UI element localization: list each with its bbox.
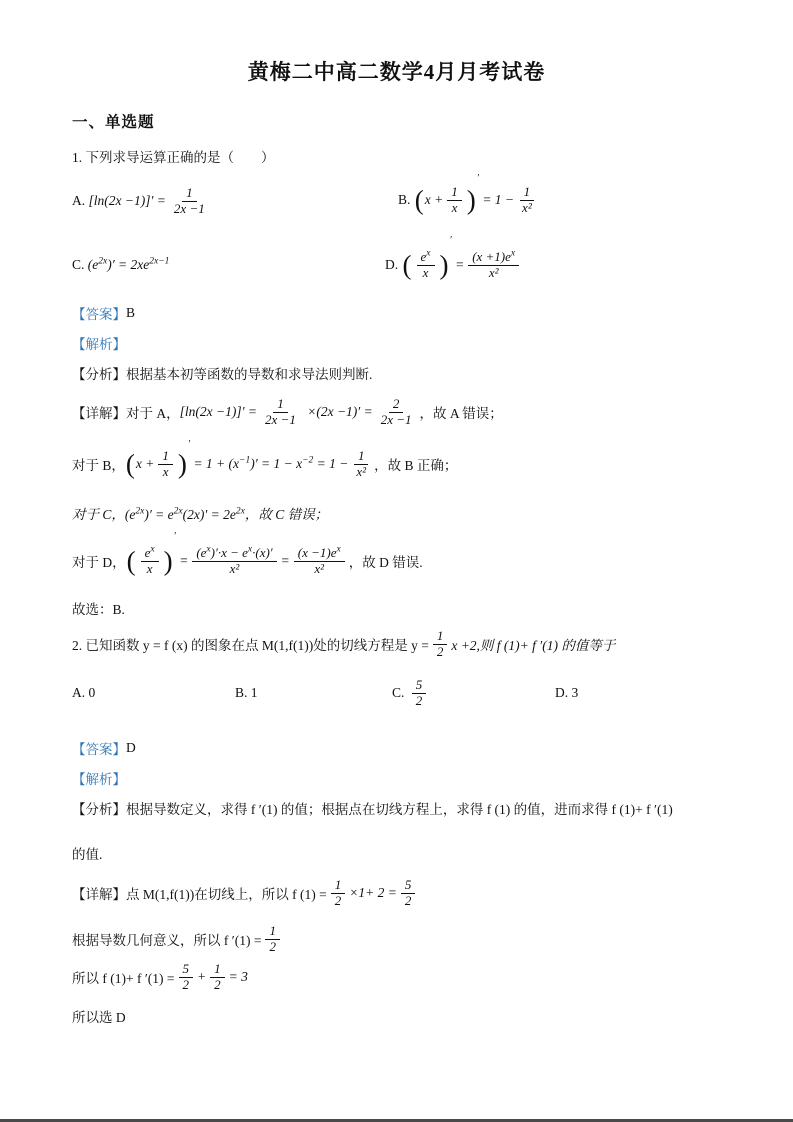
page-title: 黄梅二中高二数学4月月考试卷 (247, 60, 546, 84)
answer-label: 【答案】 (72, 307, 126, 322)
fraction: $\frac{1}{\text{x²}}$ (352, 449, 370, 480)
fraction: $\frac{1}{2}$ (433, 629, 448, 660)
q1-option-c: C. $(e^{2x})' = 2xe^{2x-1}$ (72, 256, 170, 272)
prime-mark: ′ (187, 439, 191, 450)
prime-mark: ′ (449, 235, 452, 246)
q2-fenxi-line-2: 的值. (72, 847, 103, 862)
q1-answer-value: B (126, 305, 136, 320)
left-paren: ( (125, 448, 135, 479)
fraction: $\frac{1}{\text{x²}}$ (518, 185, 536, 216)
q1-detail-d: 对于 D， ( $\frac{e^x}{x}$ ) ′ = $\frac{(e^x)'\cdot x - e^x\cdot(x)'}{\text{x²}}$ = $\frac{(x -1)e^x}{\text{x²}}$ ，故 D 错误. (72, 531, 423, 576)
q2-answer-value: D (126, 740, 136, 755)
q1-option-d: D. ( $\frac{e^x}{x}$ ) ′ = $\frac{(x +1)e^x}{\text{x²}}$ (385, 234, 523, 296)
q1-stem: 1. 下列求导运算正确的是（ ） (72, 150, 275, 165)
q2-option-d: D. 3 (555, 685, 579, 700)
fraction: $\frac{1}{2}$ (331, 878, 346, 909)
section-heading: 一、单选题 (72, 114, 155, 131)
fraction: $\frac{e^x}{x}$ (141, 546, 159, 577)
fraction: $\frac{1}{2}$ (265, 924, 280, 955)
q1-detail-b: 对于 B， ( x + $\frac{1}{x}$ ) ′ = $1 + (x^{-1})' = 1 - x^{-2} = 1$ − $\frac{1}{\text{x²}}$ ，故 B 正确； (72, 439, 458, 479)
fraction: $\frac{1}{2x -1}$ (265, 395, 296, 427)
left-paren: ( (402, 249, 412, 280)
q2-answer-line (72, 738, 136, 758)
answer-label: 【答案】 (72, 742, 126, 757)
fraction: $\frac{(x -1)e^x}{\text{x²}}$ (294, 546, 345, 577)
q2-option-b: B. 1 (235, 685, 258, 700)
fraction: $\frac{1}{2}$ (210, 962, 225, 993)
q2-option-c (392, 670, 430, 716)
q2-option-a: A. 0 (72, 685, 96, 700)
q2-jiexi-line (72, 768, 126, 788)
fraction: $\frac{5}{2}$ (401, 878, 416, 909)
q2-detail-3: 所以 f (1)+ f ′(1) = $\frac{5}{2}$ + $\frac{1}{2}$ = 3 (72, 960, 248, 992)
q1-option-a-label: A. (72, 193, 89, 208)
q1-conclusion: 故选：B. (72, 602, 125, 617)
q1-option-a-math: [ln(2x −1)]′ = (88, 193, 166, 208)
q2-detail-2: 根据导数几何意义，所以 f ′(1) = $\frac{1}{2}$ (72, 918, 284, 960)
fraction: $\frac{2}{2x -1}$ (380, 395, 412, 427)
left-paren: ( (126, 545, 136, 576)
q2-stem: 2. 已知函数 y = f (x) 的图象在点 M(1,f(1))处的切线方程是 y = $\frac{1}{2}$ x +2,则 f (1)+ f ′(1) 的值等于 (72, 627, 616, 659)
right-paren: ) (163, 545, 173, 576)
fraction: $\frac{(x +1)e^x}{\text{x²}}$ (468, 250, 519, 281)
prime-mark: ′ (173, 531, 176, 542)
q1-answer-line (72, 303, 135, 323)
right-paren: ) (466, 184, 476, 215)
prime-mark: ′ (476, 173, 479, 184)
right-paren: ) (439, 249, 449, 280)
fraction: $\frac{e^x}{x}$ (417, 250, 435, 281)
q1-detail-c: 对于 C，$(e^{2x})' = e^{2x}(2x)' = 2e^{2x}$，故 C 错误； (72, 506, 329, 522)
left-paren: ( (414, 184, 424, 215)
q1-jiexi-line (72, 333, 126, 353)
fraction: $\frac{1}{x}$ (447, 185, 462, 216)
jiexi-label: 【解析】 (72, 772, 126, 787)
jiexi-label: 【解析】 (72, 337, 126, 352)
q2-option-c-label: C. (392, 685, 408, 700)
fraction: $\frac{1}{2x -1}$ (173, 184, 205, 216)
q1-option-d-label: D. (385, 257, 402, 272)
q1-option-a (72, 176, 213, 226)
fraction: $\frac{1}{x}$ (158, 449, 173, 480)
fraction: $\frac{5}{2}$ (412, 678, 427, 709)
q1-fenxi-line: 【分析】根据基本初等函数的导数和求导法则判断. (72, 367, 373, 382)
q2-detail-1: 【详解】点 M(1,f(1))在切线上，所以 f (1) = $\frac{1}{2}$ ×1+ 2 = $\frac{5}{2}$ (72, 872, 419, 914)
fraction: $\frac{5}{2}$ (179, 962, 194, 993)
right-paren: ) (177, 448, 187, 479)
fraction: $\frac{(e^x)'\cdot x - e^x\cdot(x)'}{\text{x²}}$ (192, 546, 276, 577)
q1-option-c-label: C. (72, 257, 88, 272)
q1-option-b: B. ( x + $\frac{1}{x}$ ) ′ = 1 − $\frac{1}{\text{x²}}$ (398, 172, 540, 228)
q1-option-b-label: B. (398, 192, 414, 207)
q2-fenxi-line-1: 【分析】根据导数定义，求得 f ′(1) 的值；根据点在切线方程上，求得 f (1) 的值，进而求得 f (1)+ f ′(1) (72, 802, 673, 817)
q1-detail-a: 【详解】对于 A， [ln(2x −1)]′ = $\frac{1}{2x -1}$ ×(2x −1)′ = $\frac{2}{2x -1}$ ，故 A 错误； (72, 395, 503, 427)
q2-conclusion: 所以选 D (72, 1010, 126, 1025)
